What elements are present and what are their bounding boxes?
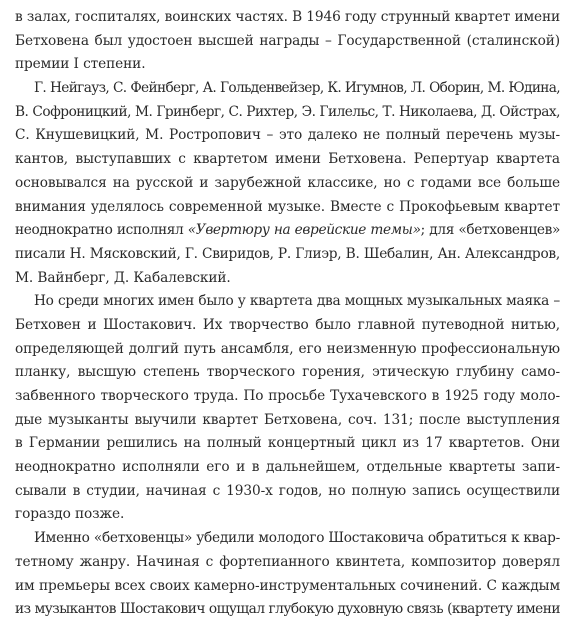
paragraph bbox=[15, 6, 560, 77]
text-line: Бетховен и Шостакович. Их творчество было главной путеводной нитью, bbox=[15, 316, 560, 333]
paragraph bbox=[15, 290, 560, 527]
text-line: основывался на русской и зарубежной классике, но с годами все больше bbox=[15, 174, 560, 191]
text-line: М. Вайнберг, Д. Кабалевский. bbox=[15, 269, 231, 286]
text-line: определяющей долгий путь ансамбля, его неизменную профессиональную bbox=[15, 340, 560, 357]
text-line: В. Софроницкий, М. Гринберг, С. Рихтер, Э. Гилельс, Т. Николаева, Д. Ойстрах, bbox=[15, 103, 560, 120]
text-line: им премьеры всех своих камерно-инструментальных сочинений. С каждым bbox=[15, 577, 560, 594]
text-line: в залах, госпиталях, воинских частях. В 1946 году струнный квартет имени bbox=[15, 9, 561, 25]
text-line: С. Кнушевицкий, М. Ростропович – это далеко не полный перечень музы- bbox=[15, 127, 560, 144]
text-line: тетному жанру. Начиная с фортепианного квинтета, композитор доверял bbox=[15, 553, 560, 570]
text-line: писали Н. Мясковский, Г. Свиридов, Р. Глиэр, В. Шебалин, Ан. Александров, bbox=[15, 245, 560, 262]
text-line: Но среди многих имен было у квартета два мощных музыкальных маяка – bbox=[34, 293, 560, 310]
text-line: дые музыканты выучили квартет Бетховена, соч. 131; после выступления bbox=[15, 411, 560, 428]
text-line: в Германии решились на полный концертный цикл из 17 квартетов. Они bbox=[15, 435, 560, 452]
text-line: премии I степени. bbox=[15, 56, 146, 73]
text-line: Бетховена был удостоен высшей награды – Государственной (сталинской) bbox=[15, 32, 560, 49]
paragraph bbox=[15, 77, 560, 290]
text-line: неоднократно исполнял «Увертюру на еврейские темы»; для «бетховенцев» bbox=[15, 222, 560, 239]
body-text bbox=[15, 6, 560, 622]
text-line: планку, высшую степень творческого горения, этическую глубину само- bbox=[15, 364, 560, 381]
italic-title: «Увертюру на еврейские темы» bbox=[187, 222, 421, 239]
text-line: забвенного творческого труда. По просьбе Тухачевского в 1925 году моло- bbox=[15, 388, 560, 404]
text-line: гораздо позже. bbox=[15, 506, 125, 523]
text-line: из музыкантов Шостакович ощущал глубокую духовную связь (квартету имени bbox=[15, 601, 560, 618]
text-line: неоднократно исполняли его и в дальнейшем, отдельные квартеты запи- bbox=[15, 459, 560, 476]
text-line: сывали в студии, начиная с 1930-х годов, но полную запись осуществили bbox=[15, 482, 560, 499]
text-line: внимания уделялось современной музыке. Вместе с Прокофьевым квартет bbox=[15, 198, 560, 215]
paragraph bbox=[15, 527, 560, 622]
text-line: Г. Нейгауз, С. Фейнберг, А. Гольденвейзер, К. Игумнов, Л. Оборин, М. Юдина, bbox=[34, 80, 560, 97]
text-line: Именно «бетховенцы» убедили молодого Шостаковича обратиться к квар- bbox=[34, 530, 560, 547]
text-line: кантов, выступавших с квартетом имени Бетховена. Репертуар квартета bbox=[15, 151, 560, 168]
